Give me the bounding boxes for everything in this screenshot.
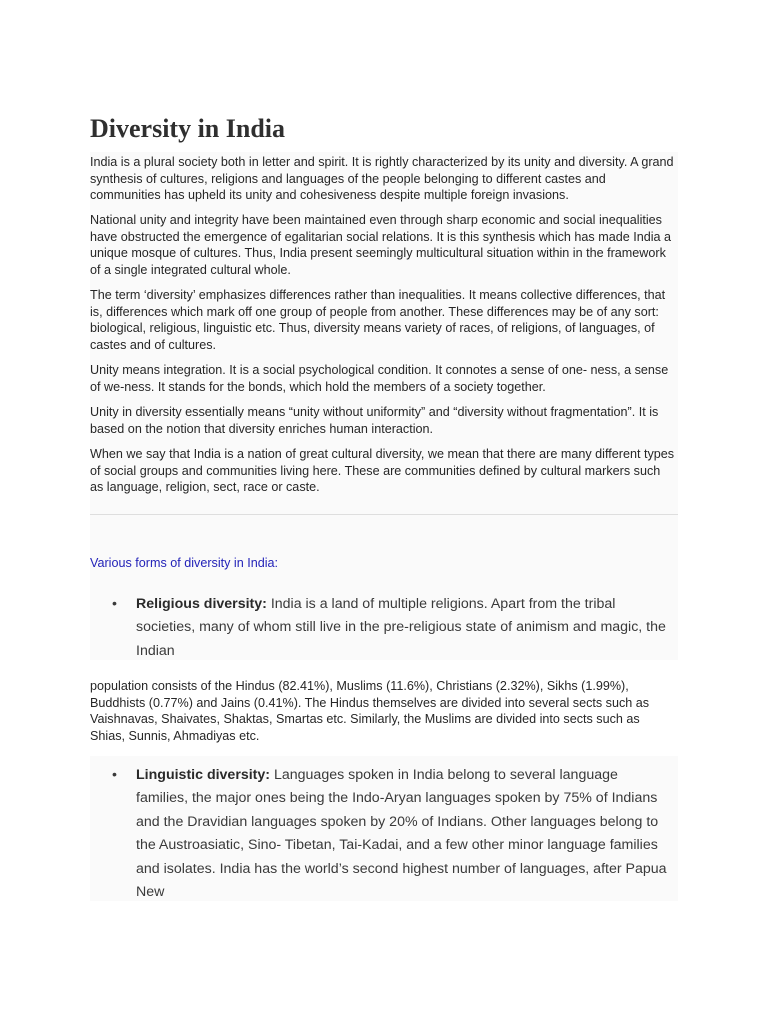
bullet-dot: • bbox=[112, 596, 117, 612]
paragraph-religion-continuation: population consists of the Hindus (82.41%), Muslims (11.6%), Christians (2.32%), Sikhs (1.99%), Buddhists (0.77%) and Jains (0.41%). The Hindus themselves are divided into several sects such as Vaishnavas, Shaivates, Shaktas, Smartas etc. Similarly, the Muslims are divided into sects such as Shias, Sunnis, Ahmadiyas etc. bbox=[90, 679, 650, 743]
section-divider bbox=[90, 514, 678, 515]
bullet-label: Linguistic diversity: bbox=[136, 767, 271, 783]
paragraph-cultural-diversity: When we say that India is a nation of great cultural diversity, we mean that there are many different types of social groups and communities living here. These are communities defined by cultural markers such as language, religion, sect, race or caste. bbox=[90, 447, 675, 495]
paragraph-national-unity: National unity and integrity have been maintained even through sharp economic and social inequalities have obstructed the emergence of egalitarian social relations. It is this synthesis which has made India a unique mosque of cultures. Thus, India present seemingly multicultural situation within in the framework of a single integrated cultural whole. bbox=[90, 213, 672, 277]
paragraph-intro: India is a plural society both in letter and spirit. It is rightly characterized by its unity and diversity. A grand synthesis of cultures, religions and languages of the people belonging to different castes and communities has upheld its unity and cohesiveness despite multiple foreign invasions. bbox=[90, 155, 674, 203]
paragraph-unity-in-diversity: Unity in diversity essentially means “unity without uniformity” and “diversity without fragmentation”. It is based on the notion that diversity enriches human interaction. bbox=[90, 405, 659, 436]
document-title: Diversity in India bbox=[90, 114, 286, 143]
bullet-text bbox=[136, 593, 672, 663]
bullet-label: Religious diversity: bbox=[136, 596, 267, 612]
paragraph-unity-meaning: Unity means integration. It is a social psychological condition. It connotes a sense of one- ness, a sense of we-ness. It stands for the bonds, which hold the members of a society together. bbox=[90, 363, 669, 394]
bullet-body: India is a land of multiple religions. Apart from the tribal societies, many of whom still live in the pre-religious state of animism and magic, the Indian bbox=[136, 596, 666, 659]
bullet-dot: • bbox=[112, 767, 117, 783]
section-heading: Various forms of diversity in India: bbox=[90, 556, 279, 570]
bullet-text bbox=[136, 764, 672, 904]
bullet-religious-diversity bbox=[112, 593, 672, 663]
bullet-linguistic-diversity bbox=[112, 764, 672, 904]
bullet-body: Languages spoken in India belong to several language families, the major ones being the Indo-Aryan languages spoken by 75% of Indians and the Dravidian languages spoken by 20% of Indians. Other languages belong to the Austroasiatic, Sino- Tibetan, Tai-Kadai, and a few other minor language families and isolates. India has the world’s second highest number of languages, after Papua New bbox=[136, 767, 667, 901]
paragraph-term-diversity: The term ‘diversity’ emphasizes differences rather than inequalities. It means collective differences, that is, differences which mark off one group of people from another. These differences may be of any sort: biological, religious, linguistic etc. Thus, diversity means variety of races, of religions, of languages, of castes and of cultures. bbox=[90, 288, 666, 352]
